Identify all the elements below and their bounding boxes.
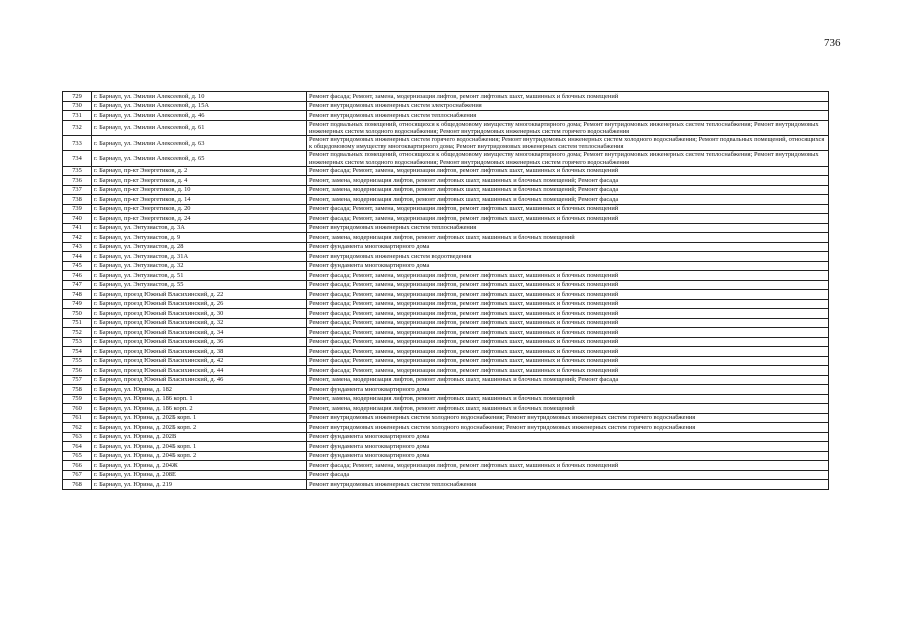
row-works: Ремонт фундамента многоквартирного дома <box>307 442 829 452</box>
row-works: Ремонт фасада; Ремонт, замена, модернизация лифтов, ремонт лифтовых шахт, машинных и блочных помещений <box>307 166 829 176</box>
row-number: 762 <box>63 423 92 433</box>
row-address: г. Барнаул, ул. Юрина, д. 182 <box>92 385 307 395</box>
row-works: Ремонт фасада <box>307 470 829 480</box>
row-works: Ремонт фасада; Ремонт, замена, модернизация лифтов, ремонт лифтовых шахт, машинных и блочных помещений <box>307 299 829 309</box>
page-number: 736 <box>824 37 841 49</box>
row-works: Ремонт подвальных помещений, относящихся к общедомовому имуществу многоквартирного дома; Ремонт внутридомовых инженерных систем теплоснабжения; Ремонт внутридомовых инженерных систем холодного водоснабжения; Ремонт внутридомовых инженерных систем горячего водоснабжения <box>307 120 829 135</box>
row-works: Ремонт, замена, модернизация лифтов, ремонт лифтовых шахт, машинных и блочных помещений <box>307 404 829 414</box>
row-number: 768 <box>63 480 92 490</box>
row-works: Ремонт фасада; Ремонт, замена, модернизация лифтов, ремонт лифтовых шахт, машинных и блочных помещений <box>307 347 829 357</box>
table-row <box>63 480 829 490</box>
row-number: 746 <box>63 271 92 281</box>
row-works: Ремонт внутридомовых инженерных систем водоотведения <box>307 252 829 262</box>
row-number: 743 <box>63 242 92 252</box>
row-works: Ремонт внутридомовых инженерных систем электроснабжения <box>307 101 829 111</box>
row-address: г. Барнаул, ул. Юрина, д. 204Ж <box>92 461 307 471</box>
table-row <box>63 461 829 471</box>
table-row <box>63 271 829 281</box>
row-address: г. Барнаул, ул. Эмилии Алексеевой, д. 46 <box>92 111 307 121</box>
row-works: Ремонт фасада; Ремонт, замена, модернизация лифтов, ремонт лифтовых шахт, машинных и блочных помещений <box>307 318 829 328</box>
row-works: Ремонт внутридомовых инженерных систем теплоснабжения <box>307 223 829 233</box>
row-address: г. Барнаул, ул. Энтузиастов, д. 51 <box>92 271 307 281</box>
row-address: г. Барнаул, пр-кт Энергетиков, д. 14 <box>92 195 307 205</box>
row-address: г. Барнаул, ул. Энтузиастов, д. 28 <box>92 242 307 252</box>
row-works: Ремонт, замена, модернизация лифтов, ремонт лифтовых шахт, машинных и блочных помещений <box>307 394 829 404</box>
row-number: 732 <box>63 120 92 135</box>
row-works: Ремонт внутридомовых инженерных систем холодного водоснабжения; Ремонт внутридомовых инженерных систем горячего водоснабжения <box>307 413 829 423</box>
row-address: г. Барнаул, ул. Юрина, д. 202В <box>92 432 307 442</box>
row-number: 733 <box>63 135 92 150</box>
row-number: 753 <box>63 337 92 347</box>
row-works: Ремонт фасада; Ремонт, замена, модернизация лифтов, ремонт лифтовых шахт, машинных и блочных помещений <box>307 280 829 290</box>
row-works: Ремонт фасада; Ремонт, замена, модернизация лифтов, ремонт лифтовых шахт, машинных и блочных помещений <box>307 366 829 376</box>
table-row <box>63 223 829 233</box>
row-number: 744 <box>63 252 92 262</box>
row-works: Ремонт, замена, модернизация лифтов, ремонт лифтовых шахт, машинных и блочных помещений; Ремонт фасада <box>307 176 829 186</box>
row-number: 747 <box>63 280 92 290</box>
row-works: Ремонт фасада; Ремонт, замена, модернизация лифтов, ремонт лифтовых шахт, машинных и блочных помещений <box>307 337 829 347</box>
row-number: 764 <box>63 442 92 452</box>
table-row <box>63 101 829 111</box>
row-address: г. Барнаул, ул. Эмилии Алексеевой, д. 10 <box>92 92 307 102</box>
row-works: Ремонт фасада; Ремонт, замена, модернизация лифтов, ремонт лифтовых шахт, машинных и блочных помещений <box>307 290 829 300</box>
table-row <box>63 185 829 195</box>
table-row <box>63 242 829 252</box>
table-row <box>63 166 829 176</box>
row-address: г. Барнаул, проезд Южный Власихинский, д. 36 <box>92 337 307 347</box>
row-works: Ремонт фасада; Ремонт, замена, модернизация лифтов, ремонт лифтовых шахт, машинных и блочных помещений <box>307 309 829 319</box>
table-row <box>63 309 829 319</box>
table-row <box>63 111 829 121</box>
row-number: 748 <box>63 290 92 300</box>
row-address: г. Барнаул, ул. Юрина, д. 186 корп. 1 <box>92 394 307 404</box>
row-number: 767 <box>63 470 92 480</box>
row-address: г. Барнаул, ул. Эмилии Алексеевой, д. 63 <box>92 135 307 150</box>
table-row <box>63 451 829 461</box>
row-number: 766 <box>63 461 92 471</box>
row-address: г. Барнаул, проезд Южный Власихинский, д. 34 <box>92 328 307 338</box>
table-row <box>63 214 829 224</box>
row-number: 752 <box>63 328 92 338</box>
row-number: 760 <box>63 404 92 414</box>
row-number: 758 <box>63 385 92 395</box>
row-number: 730 <box>63 101 92 111</box>
table-row <box>63 290 829 300</box>
row-address: г. Барнаул, пр-кт Энергетиков, д. 4 <box>92 176 307 186</box>
repair-registry-table <box>62 91 829 490</box>
row-address: г. Барнаул, ул. Энтузиастов, д. 3А <box>92 223 307 233</box>
table-row <box>63 394 829 404</box>
row-address: г. Барнаул, проезд Южный Власихинский, д. 44 <box>92 366 307 376</box>
row-address: г. Барнаул, ул. Энтузиастов, д. 55 <box>92 280 307 290</box>
row-address: г. Барнаул, ул. Эмилии Алексеевой, д. 15А <box>92 101 307 111</box>
table-row <box>63 120 829 135</box>
table-row <box>63 328 829 338</box>
row-address: г. Барнаул, ул. Эмилии Алексеевой, д. 61 <box>92 120 307 135</box>
row-number: 750 <box>63 309 92 319</box>
row-works: Ремонт внутридомовых инженерных систем теплоснабжения <box>307 111 829 121</box>
row-number: 736 <box>63 176 92 186</box>
table-row <box>63 432 829 442</box>
row-number: 734 <box>63 151 92 166</box>
row-works: Ремонт, замена, модернизация лифтов, ремонт лифтовых шахт, машинных и блочных помещений; Ремонт фасада <box>307 185 829 195</box>
row-works: Ремонт внутридомовых инженерных систем горячего водоснабжения; Ремонт внутридомовых инженерных систем холодного водоснабжения; Ремонт подвальных помещений, относящихся к общедомовому имуществу многоквартирного дома; Ремонт внутридомовых инженерных систем теплоснабжения <box>307 135 829 150</box>
row-works: Ремонт, замена, модернизация лифтов, ремонт лифтовых шахт, машинных и блочных помещений; Ремонт фасада <box>307 195 829 205</box>
row-works: Ремонт, замена, модернизация лифтов, ремонт лифтовых шахт, машинных и блочных помещений; Ремонт фасада <box>307 375 829 385</box>
table-row <box>63 135 829 150</box>
row-address: г. Барнаул, ул. Юрина, д. 202Б корп. 1 <box>92 413 307 423</box>
row-works: Ремонт фундамента многоквартирного дома <box>307 451 829 461</box>
table-row <box>63 356 829 366</box>
row-number: 765 <box>63 451 92 461</box>
row-works: Ремонт фасада; Ремонт, замена, модернизация лифтов, ремонт лифтовых шахт, машинных и блочных помещений <box>307 271 829 281</box>
row-number: 742 <box>63 233 92 243</box>
row-address: г. Барнаул, ул. Энтузиастов, д. 31А <box>92 252 307 262</box>
row-works: Ремонт фундамента многоквартирного дома <box>307 385 829 395</box>
row-address: г. Барнаул, ул. Юрина, д. 202Б корп. 2 <box>92 423 307 433</box>
row-number: 751 <box>63 318 92 328</box>
table-row <box>63 404 829 414</box>
row-works: Ремонт, замена, модернизация лифтов, ремонт лифтовых шахт, машинных и блочных помещений <box>307 233 829 243</box>
table-row <box>63 299 829 309</box>
row-number: 739 <box>63 204 92 214</box>
table-row <box>63 318 829 328</box>
table-row <box>63 261 829 271</box>
row-number: 763 <box>63 432 92 442</box>
table-row <box>63 195 829 205</box>
registry-body <box>63 92 829 490</box>
row-address: г. Барнаул, проезд Южный Власихинский, д. 26 <box>92 299 307 309</box>
row-address: г. Барнаул, пр-кт Энергетиков, д. 24 <box>92 214 307 224</box>
row-address: г. Барнаул, проезд Южный Власихинский, д. 22 <box>92 290 307 300</box>
row-address: г. Барнаул, проезд Южный Власихинский, д. 32 <box>92 318 307 328</box>
row-address: г. Барнаул, ул. Юрина, д. 219 <box>92 480 307 490</box>
row-number: 757 <box>63 375 92 385</box>
row-address: г. Барнаул, ул. Энтузиастов, д. 9 <box>92 233 307 243</box>
row-works: Ремонт фасада; Ремонт, замена, модернизация лифтов, ремонт лифтовых шахт, машинных и блочных помещений <box>307 356 829 366</box>
row-number: 741 <box>63 223 92 233</box>
table-row <box>63 233 829 243</box>
row-address: г. Барнаул, ул. Юрина, д. 208Е <box>92 470 307 480</box>
row-address: г. Барнаул, ул. Энтузиастов, д. 32 <box>92 261 307 271</box>
row-number: 756 <box>63 366 92 376</box>
table-row <box>63 423 829 433</box>
row-works: Ремонт фасада; Ремонт, замена, модернизация лифтов, ремонт лифтовых шахт, машинных и блочных помещений <box>307 204 829 214</box>
table-row <box>63 442 829 452</box>
table-row <box>63 204 829 214</box>
table-row <box>63 337 829 347</box>
row-number: 759 <box>63 394 92 404</box>
table-row <box>63 413 829 423</box>
row-number: 755 <box>63 356 92 366</box>
table-row <box>63 470 829 480</box>
table-row <box>63 347 829 357</box>
table-row <box>63 252 829 262</box>
row-works: Ремонт фундамента многоквартирного дома <box>307 242 829 252</box>
row-address: г. Барнаул, проезд Южный Власихинский, д. 30 <box>92 309 307 319</box>
row-number: 737 <box>63 185 92 195</box>
table-row <box>63 92 829 102</box>
row-address: г. Барнаул, пр-кт Энергетиков, д. 2 <box>92 166 307 176</box>
row-number: 740 <box>63 214 92 224</box>
table-row <box>63 366 829 376</box>
row-works: Ремонт фасада; Ремонт, замена, модернизация лифтов, ремонт лифтовых шахт, машинных и блочных помещений <box>307 92 829 102</box>
row-number: 738 <box>63 195 92 205</box>
row-number: 745 <box>63 261 92 271</box>
row-address: г. Барнаул, пр-кт Энергетиков, д. 20 <box>92 204 307 214</box>
row-works: Ремонт подвальных помещений, относящихся к общедомовому имуществу многоквартирного дома; Ремонт внутридомовых инженерных систем теплоснабжения; Ремонт внутридомовых инженерных систем холодного водоснабжения; Ремонт внутридомовых инженерных систем горячего водоснабжения <box>307 151 829 166</box>
table-row <box>63 280 829 290</box>
row-address: г. Барнаул, проезд Южный Власихинский, д. 42 <box>92 356 307 366</box>
row-address: г. Барнаул, проезд Южный Власихинский, д. 38 <box>92 347 307 357</box>
row-number: 735 <box>63 166 92 176</box>
row-number: 749 <box>63 299 92 309</box>
row-address: г. Барнаул, проезд Южный Власихинский, д. 46 <box>92 375 307 385</box>
table-row <box>63 176 829 186</box>
row-number: 761 <box>63 413 92 423</box>
row-works: Ремонт фасада; Ремонт, замена, модернизация лифтов, ремонт лифтовых шахт, машинных и блочных помещений <box>307 461 829 471</box>
row-works: Ремонт фундамента многоквартирного дома <box>307 432 829 442</box>
row-address: г. Барнаул, ул. Эмилии Алексеевой, д. 65 <box>92 151 307 166</box>
row-works: Ремонт внутридомовых инженерных систем холодного водоснабжения; Ремонт внутридомовых инженерных систем горячего водоснабжения <box>307 423 829 433</box>
row-number: 731 <box>63 111 92 121</box>
row-address: г. Барнаул, пр-кт Энергетиков, д. 10 <box>92 185 307 195</box>
row-works: Ремонт внутридомовых инженерных систем теплоснабжения <box>307 480 829 490</box>
row-number: 729 <box>63 92 92 102</box>
row-number: 754 <box>63 347 92 357</box>
row-address: г. Барнаул, ул. Юрина, д. 204Б корп. 2 <box>92 451 307 461</box>
row-address: г. Барнаул, ул. Юрина, д. 204Б корп. 1 <box>92 442 307 452</box>
table-row <box>63 151 829 166</box>
row-address: г. Барнаул, ул. Юрина, д. 186 корп. 2 <box>92 404 307 414</box>
table-row <box>63 375 829 385</box>
row-works: Ремонт фундамента многоквартирного дома <box>307 261 829 271</box>
row-works: Ремонт фасада; Ремонт, замена, модернизация лифтов, ремонт лифтовых шахт, машинных и блочных помещений <box>307 214 829 224</box>
table-row <box>63 385 829 395</box>
row-works: Ремонт фасада; Ремонт, замена, модернизация лифтов, ремонт лифтовых шахт, машинных и блочных помещений <box>307 328 829 338</box>
